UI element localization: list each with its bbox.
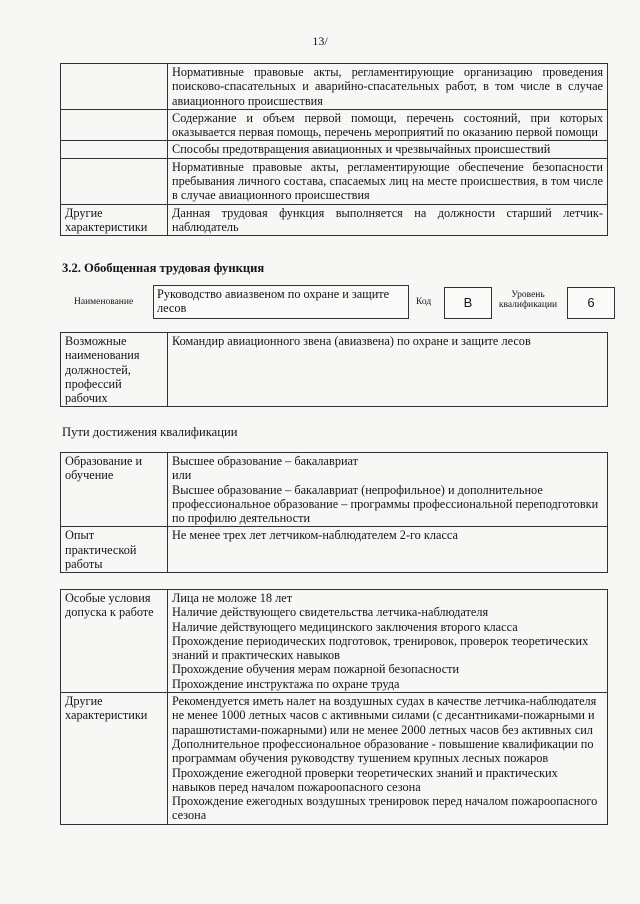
table-row bbox=[61, 109, 608, 141]
table-cell-left bbox=[61, 109, 168, 141]
table-cell-right: Способы предотвращения авиационных и чрезвычайных происшествий bbox=[168, 141, 608, 158]
paths-title: Пути достижения квалификации bbox=[62, 425, 238, 439]
table-row bbox=[61, 204, 608, 236]
table-cell-right: Данная трудовая функция выполняется на должности старший летчик-наблюдатель bbox=[168, 204, 608, 236]
text-line: Высшее образование – бакалавриат (непрофильное) и дополнительное профессиональное образование – программы профессиональной переподготовки по профилю деятельности bbox=[172, 482, 599, 526]
table-cell-left: Опыт практической работы bbox=[61, 527, 168, 573]
text-line: Рекомендуется иметь налет на воздушных судах в качестве летчика-наблюдателя не менее 1000 летных часов с активными силами (с десантниками-пожарными и парашютистами-пожарными) или не менее 2000 летных часов без активных сил bbox=[172, 694, 597, 737]
table-row bbox=[61, 693, 608, 825]
text-line: Высшее образование – бакалавриат bbox=[172, 454, 359, 468]
text-line: Прохождение инструктажа по охране труда bbox=[172, 676, 400, 691]
table-cell-left bbox=[61, 158, 168, 204]
text-line: Прохождение ежегодной проверки теоретических знаний и практических навыков перед началом пожароопасного сезона bbox=[172, 765, 558, 794]
table-cell-left: Образование и обучение bbox=[61, 453, 168, 527]
text-line: Наличие действующего свидетельства летчика-наблюдателя bbox=[172, 605, 489, 620]
table-cell-left: Другие характеристики bbox=[61, 204, 168, 236]
function-name-box: Руководство авиазвеном по охране и защите лесов bbox=[153, 285, 409, 319]
level-box: 6 bbox=[567, 287, 615, 319]
table-row bbox=[61, 453, 608, 527]
text-line: Прохождение периодических подготовок, тренировок, проверок теоретических знаний и практических навыков bbox=[172, 633, 589, 663]
education-table bbox=[60, 452, 608, 573]
table-row bbox=[61, 333, 608, 407]
knowledge-table bbox=[60, 63, 608, 236]
text-line: Лица не моложе 18 лет bbox=[172, 591, 293, 605]
table-row bbox=[61, 141, 608, 158]
table-row bbox=[61, 527, 608, 573]
text-line: Прохождение ежегодных воздушных тренировок перед началом пожароопасного сезона bbox=[172, 794, 598, 823]
table-cell-right: Содержание и объем первой помощи, перечень состояний, при которых оказывается первая помощь, перечень мероприятий по оказанию первой помощи bbox=[168, 109, 608, 141]
text-line: Не менее трех лет летчиком-наблюдателем 2-го класса bbox=[172, 528, 458, 543]
table-cell-left: Возможные наименования должностей, профессий рабочих bbox=[61, 333, 168, 407]
name-label: Наименование bbox=[74, 297, 134, 307]
level-label-line-1: Уровень bbox=[511, 290, 545, 300]
table-cell-right: Нормативные правовые акты, регламентирующие обеспечение безопасности пребывания личного состава, спасаемых лиц на месте происшествия, в том числе в случае авиационного происшествия bbox=[168, 158, 608, 204]
table-row bbox=[61, 590, 608, 693]
function-header bbox=[60, 285, 608, 321]
text-line: Прохождение обучения мерам пожарной безопасности bbox=[172, 662, 460, 677]
code-box: В bbox=[444, 287, 492, 319]
text-line: Дополнительное профессиональное образование - повышение квалификации по программам обучения руководству тушением крупных лесных пожаров bbox=[172, 736, 594, 766]
table-cell-left: Другие характеристики bbox=[61, 693, 168, 825]
table-cell-right: Нормативные правовые акты, регламентирующие организацию проведения поисково-спасательных и аварийно-спасательных работ, в том числе в случае авиационного происшествия bbox=[168, 64, 608, 110]
text-line: Наличие действующего медицинского заключения второго класса bbox=[172, 619, 518, 634]
positions-table bbox=[60, 332, 608, 407]
table-cell-right bbox=[168, 453, 608, 527]
table-cell-right bbox=[168, 693, 608, 825]
level-label-line-2: квалификации bbox=[498, 300, 558, 310]
table-cell-right bbox=[168, 527, 608, 573]
conditions-table bbox=[60, 589, 608, 825]
section-title: 3.2. Обобщенная трудовая функция bbox=[62, 261, 265, 275]
code-label: Код bbox=[416, 297, 432, 307]
table-cell-left bbox=[61, 141, 168, 158]
table-cell-left bbox=[61, 64, 168, 110]
level-label bbox=[496, 290, 560, 310]
text-line: или bbox=[172, 468, 192, 483]
table-row bbox=[61, 158, 608, 204]
table-cell-right: Командир авиационного звена (авиазвена) по охране и защите лесов bbox=[168, 333, 608, 407]
table-cell-left: Особые условия допуска к работе bbox=[61, 590, 168, 693]
table-row bbox=[61, 64, 608, 110]
page-number: 13/ bbox=[312, 34, 328, 48]
table-cell-right bbox=[168, 590, 608, 693]
